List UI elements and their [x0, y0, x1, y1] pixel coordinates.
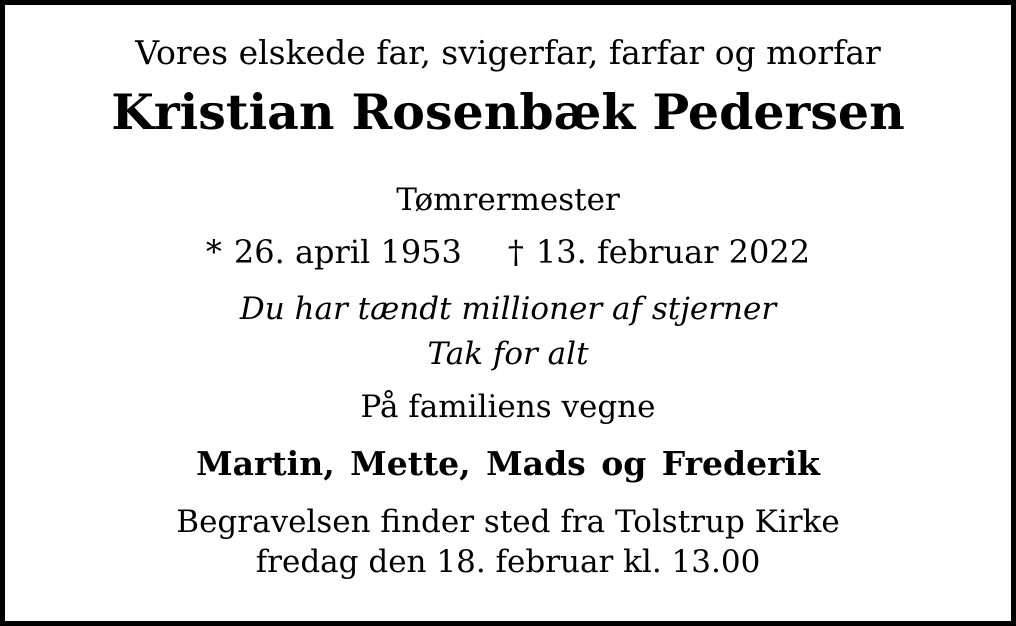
- verse-line-1: Du har tændt millioner af stjerner: [239, 291, 777, 327]
- birth-date-item: [206, 233, 462, 271]
- birth-star-icon: *: [205, 233, 222, 271]
- funeral-info: [5, 502, 1011, 582]
- birth-date-text: 26. april 1953: [233, 233, 462, 271]
- funeral-location-text: Begravelsen finder sted fra Tolstrup Kirke: [176, 504, 840, 540]
- relation-intro-text: Vores elskede far, svigerfar, farfar og morfar: [135, 33, 881, 72]
- death-cross-icon: †: [507, 233, 524, 271]
- family-names-text: Martin, Mette, Mads og Frederik: [196, 444, 820, 483]
- life-dates-row: [5, 233, 1011, 271]
- occupation-title: Tømrermester: [396, 182, 620, 218]
- death-date-item: [508, 233, 810, 271]
- deceased-name: Kristian Rosenbæk Pedersen: [111, 83, 905, 141]
- on-behalf-text: På familiens vegne: [360, 389, 656, 425]
- memorial-verse: [5, 287, 1011, 377]
- death-date-text: 13. februar 2022: [535, 233, 811, 271]
- funeral-datetime-text: fredag den 18. februar kl. 13.00: [255, 544, 761, 580]
- verse-line-2: Tak for alt: [427, 336, 589, 372]
